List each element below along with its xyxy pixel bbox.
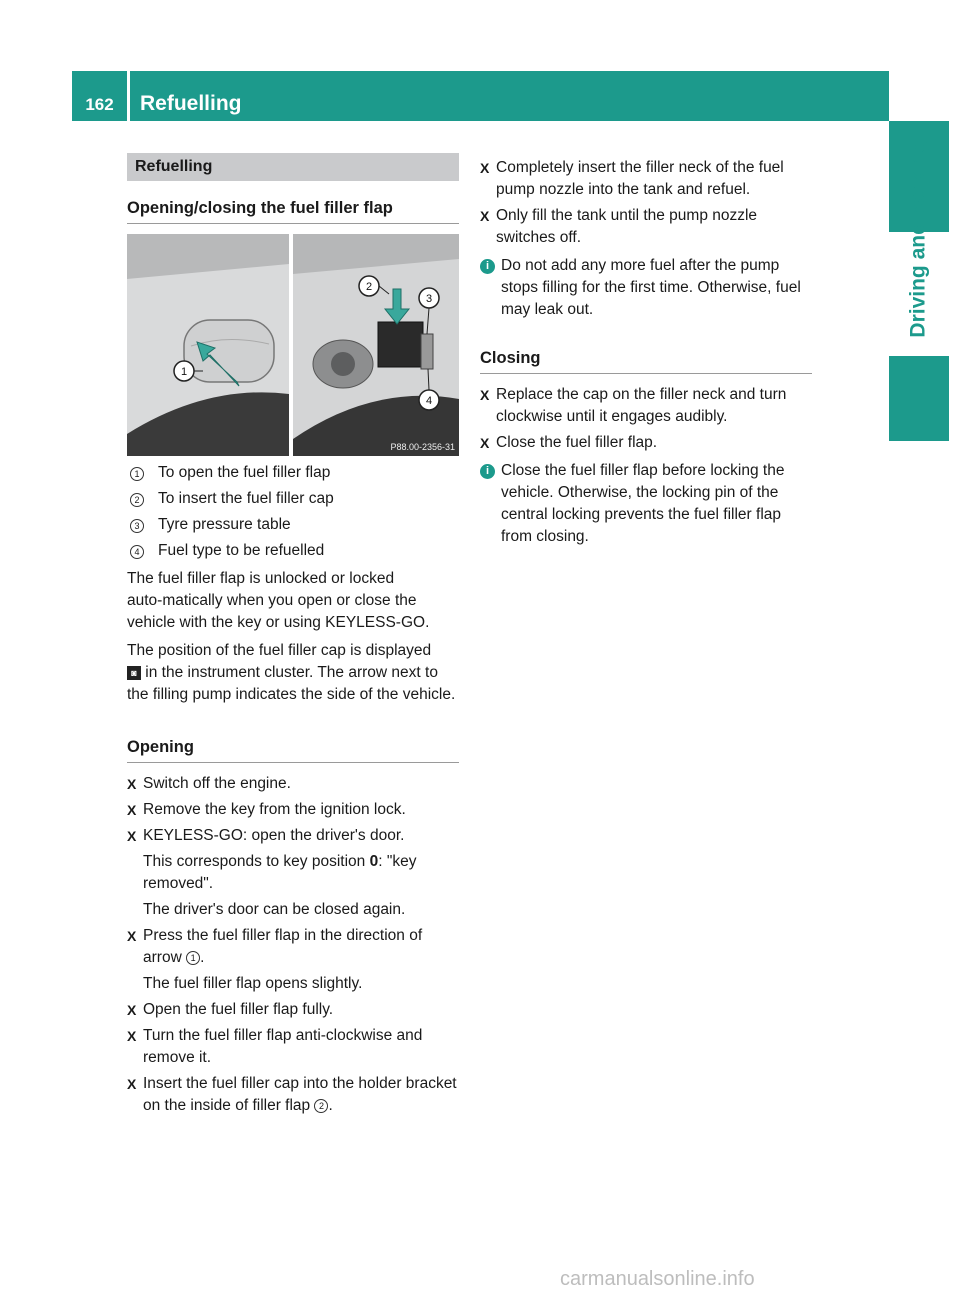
right-column [480, 153, 812, 554]
step-item: X KEYLESS-GO: open the driver's door. [127, 825, 459, 847]
section-band: Refuelling [127, 153, 459, 181]
step-item: X Switch off the engine. [127, 773, 459, 795]
step-item: X Only fill the tank until the pump nozzle switches off. [480, 205, 812, 249]
figure-panel-right [293, 234, 459, 456]
step-arrow-icon: X [480, 208, 490, 224]
step-item: X Turn the fuel filler flap anti-clockwise and remove it. [127, 1025, 459, 1069]
opening-steps [127, 773, 459, 1117]
step-arrow-icon: X [127, 928, 137, 944]
figure-reference: P88.00-2356-31 [390, 442, 455, 452]
step-item: X Insert the fuel filler cap into the holder bracket on the inside of filler flap 2 . [127, 1073, 459, 1117]
legend-item [127, 462, 459, 484]
left-column [127, 153, 459, 1121]
legend-text: Tyre pressure table [158, 516, 291, 533]
legend-text: To insert the fuel filler cap [158, 490, 334, 507]
step-result: The driver's door can be closed again. [143, 901, 406, 918]
paragraph-cap-position: The position of the fuel filler cap is displayed ◙ in the instrument cluster. The arrow next to the filling pump indicates the side of the vehicle. [127, 642, 456, 703]
step-arrow-icon: X [127, 1002, 137, 1018]
info-note: i Close the fuel filler flap before locking the vehicle. Otherwise, the locking pin of the central locking prevents the fuel filler flap from closing. [480, 460, 812, 548]
step-arrow-icon: X [127, 802, 137, 818]
fuel-pump-icon: ◙ [127, 666, 141, 680]
step-result: This corresponds to key position 0: "key removed". [143, 853, 417, 892]
page-number: 162 [85, 95, 114, 114]
legend-item [127, 540, 459, 562]
callout-2-label: 2 [365, 281, 373, 293]
step-item: X Open the fuel filler flap fully. [127, 999, 459, 1021]
step-arrow-icon: X [127, 1076, 137, 1092]
legend-number: 2 [130, 493, 144, 507]
watermark: carmanualsonline.info [560, 1268, 755, 1290]
legend-number: 3 [130, 519, 144, 533]
step-item: X Close the fuel filler flap. [480, 432, 812, 454]
step-item: X Press the fuel filler flap in the direction of arrow 1 . [127, 925, 459, 969]
chapter-label: Driving and parking [907, 139, 931, 338]
step-arrow-icon: X [480, 435, 490, 451]
step-item: X Remove the key from the ignition lock. [127, 799, 459, 821]
info-icon: i [480, 464, 495, 479]
info-note: i Do not add any more fuel after the pump stops filling for the first time. Otherwise, fuel may leak out. [480, 255, 812, 321]
figure-panel-left [127, 234, 289, 456]
callout-4-label: 4 [425, 395, 433, 407]
chapter-marker [889, 356, 949, 441]
legend-item [127, 514, 459, 536]
info-icon: i [480, 259, 495, 274]
step-arrow-icon: X [127, 828, 137, 844]
closing-heading: Closing [480, 341, 812, 374]
header-divider [127, 71, 130, 121]
figure-legend [127, 462, 459, 562]
step-arrow-icon: X [480, 387, 490, 403]
inline-callout: 2 [314, 1099, 328, 1113]
step-item: X Completely insert the filler neck of the fuel pump nozzle into the tank and refuel. [480, 157, 812, 201]
callout-3-label: 3 [425, 293, 433, 305]
legend-number: 1 [130, 467, 144, 481]
step-arrow-icon: X [480, 160, 490, 176]
callout-1-label: 1 [180, 366, 188, 378]
step-result: The fuel filler flap opens slightly. [143, 975, 363, 992]
page-title: Refuelling [140, 92, 242, 115]
paragraph-locking: The fuel filler flap is unlocked or locked auto‑matically when you open or close the vehicle with the key or using KEYLESS-GO. [127, 570, 430, 631]
legend-text: Fuel type to be refuelled [158, 542, 325, 559]
step-item: X Replace the cap on the filler neck and turn clockwise until it engages audibly. [480, 384, 812, 428]
fuel-flap-figure [127, 234, 459, 456]
opening-heading: Opening [127, 730, 459, 763]
closing-steps [480, 384, 812, 454]
legend-number: 4 [130, 545, 144, 559]
legend-item [127, 488, 459, 510]
section-heading: Opening/closing the fuel filler flap [127, 191, 459, 224]
step-arrow-icon: X [127, 1028, 137, 1044]
legend-text: To open the fuel filler flap [158, 464, 331, 481]
step-arrow-icon: X [127, 776, 137, 792]
inline-callout: 1 [186, 951, 200, 965]
